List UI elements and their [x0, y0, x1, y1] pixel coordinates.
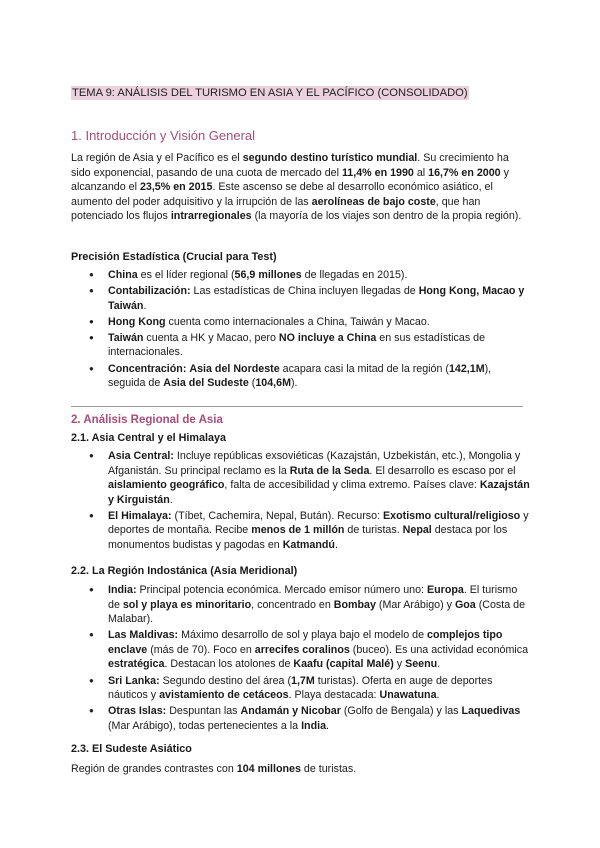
- text-run: de turistas.: [300, 763, 357, 775]
- bold-run: intrarregionales: [170, 210, 252, 223]
- bold-run: aerolíneas de bajo coste: [311, 195, 436, 208]
- text-run: , que han potenciado los flujos: [71, 195, 481, 223]
- text-run: . El desarrollo es escaso por el: [369, 464, 516, 477]
- list-item: [71, 674, 531, 703]
- text-run: al: [413, 166, 429, 179]
- section-2-heading: 2. Análisis Regional de Asia: [71, 414, 223, 426]
- bold-run: Concentración:: [108, 362, 187, 375]
- text-run: cuenta como internacionales a China, Taiwán y Macao.: [165, 315, 430, 328]
- list-item: [71, 284, 531, 313]
- text-run: Región de grandes contrastes con: [71, 763, 237, 775]
- bold-run: Kazajstán y Kirguistán: [108, 479, 530, 506]
- bold-run: Asia Central:: [108, 450, 174, 462]
- bold-run: menos de 1 millón: [251, 524, 345, 537]
- bold-run: 11,4% en 1990: [341, 166, 414, 179]
- text-run: . Su crecimiento ha sido exponencial, pasando de una cuota de mercado del: [71, 152, 509, 179]
- bold-run: 23,5% en 2015: [139, 181, 213, 194]
- intro-paragraph: [71, 151, 531, 224]
- stats-heading: Precisión Estadística (Crucial para Test): [71, 251, 277, 263]
- bold-run: 104,6M: [255, 377, 291, 390]
- text-run: La región de Asia y el Pacífico es el: [71, 152, 243, 164]
- text-run: Incluye repúblicas exsoviéticas (Kazajstán, Uzbekistán, etc.), Mongolia y Afganistán. Su principal reclamo es la: [108, 450, 521, 477]
- bold-run: segundo destino turístico mundial: [242, 152, 418, 164]
- text-run: (Mar Arábigo) y: [375, 598, 455, 611]
- bold-run: Laquedivas: [461, 705, 521, 718]
- bold-run: Hong Kong, Macao y Taiwán: [108, 285, 525, 312]
- text-run: . Destacan los atolones de: [164, 658, 294, 671]
- text-run: . Este ascenso se debe al desarrollo económico asiático, el aumento del poder adquisitivo y la irrupción de las: [71, 181, 493, 208]
- text-run: .: [326, 719, 330, 732]
- text-run: Segundo destino del área (: [159, 674, 292, 687]
- text-run: , concentrado en: [251, 598, 334, 611]
- bold-run: Exotismo cultural/religioso: [383, 509, 521, 522]
- text-run: (: [248, 377, 256, 390]
- text-run: .: [437, 658, 441, 671]
- text-run: ).: [291, 377, 298, 390]
- subsection-2-1-heading: 2.1. Asia Central y el Himalaya: [71, 432, 227, 444]
- bold-run: Hong Kong: [108, 315, 166, 328]
- bold-run: 104 millones: [236, 763, 301, 775]
- text-run: de turistas.: [344, 524, 403, 537]
- text-run: en sus estadísticas de internacionales.: [108, 331, 486, 359]
- text-run: (Costa de Malabar).: [108, 598, 526, 626]
- text-run: . El turismo de: [108, 584, 518, 611]
- bold-run: 16,7% en 2000: [428, 166, 501, 179]
- bold-run: arrecifes coralinos: [254, 643, 350, 656]
- indostanica-list: [71, 583, 531, 735]
- bold-run: India:: [108, 584, 137, 596]
- text-run: .: [169, 493, 173, 506]
- text-run: , falta de accesibilidad y clima extremo. Países clave:: [224, 479, 480, 492]
- bold-run: Asia del Sudeste: [163, 377, 249, 390]
- text-run: cuenta a HK y Macao, pero: [143, 331, 279, 344]
- text-run: (la mayoría de los viajes son dentro de la propia región).: [251, 210, 522, 223]
- bold-run: Europa: [427, 584, 464, 596]
- bold-run: Katmandú: [282, 539, 335, 552]
- bold-run: Las Maldivas:: [108, 629, 179, 642]
- text-run: turistas). Oferta en auge de deportes náuticos y: [108, 674, 493, 702]
- bold-run: Asia del Nordeste: [189, 362, 280, 375]
- bold-run: Bombay: [333, 598, 376, 611]
- stats-list: [71, 268, 531, 392]
- bold-run: sol y playa es minoritario: [122, 598, 252, 611]
- bold-run: Unawatuna: [379, 689, 437, 702]
- list-item: [71, 331, 531, 360]
- text-run: (Tíbet, Cachemira, Nepal, Bután). Recurso:: [171, 509, 384, 522]
- bold-run: Sri Lanka:: [108, 674, 160, 687]
- text-run: (Mar Arábigo), todas pertenecientes a la: [108, 719, 302, 732]
- bold-run: Otras Islas:: [108, 705, 167, 718]
- text-run: es el líder regional (: [137, 269, 235, 281]
- text-run: .: [436, 689, 440, 702]
- bold-run: Ruta de la Seda: [289, 464, 370, 477]
- text-run: Principal potencia económica. Mercado emisor número uno:: [136, 584, 427, 596]
- text-run: acapara casi la mitad de la región (: [279, 362, 449, 375]
- subsection-2-3-heading: 2.3. El Sudeste Asiático: [71, 743, 192, 755]
- document-title: TEMA 9: ANÁLISIS DEL TURISMO EN ASIA Y EL PACÍFICO (CONSOLIDADO): [72, 87, 468, 99]
- list-item: [71, 704, 531, 733]
- text-run: .: [143, 299, 147, 312]
- bold-run: China: [108, 269, 138, 281]
- section-1-heading: 1. Introducción y Visión General: [71, 128, 256, 143]
- bold-run: Seenu: [405, 658, 438, 671]
- bold-run: avistamiento de cetáceos: [159, 689, 289, 702]
- text-run: .: [334, 539, 338, 552]
- list-item: [71, 315, 531, 330]
- bold-run: 142,1M: [448, 362, 485, 375]
- bold-run: Nepal: [402, 524, 432, 537]
- list-item: [71, 449, 531, 507]
- bold-run: complejos tipo enclave: [108, 629, 503, 656]
- bold-run: 1,7M: [291, 674, 315, 687]
- asia-central-list: [71, 449, 531, 554]
- bold-run: El Himalaya:: [108, 509, 172, 522]
- text-run: . Playa destacada:: [288, 689, 380, 702]
- bold-run: 56,9 millones: [234, 269, 302, 281]
- list-item: [71, 509, 531, 553]
- text-run: (más de 70). Foco en: [147, 643, 255, 656]
- list-item: [71, 268, 531, 283]
- text-run: y alcanzando el: [71, 166, 509, 194]
- bold-run: India: [301, 719, 327, 732]
- text-run: ), seguida de: [108, 362, 492, 390]
- bold-run: estratégica: [108, 658, 165, 671]
- bold-run: Contabilización:: [108, 285, 191, 298]
- text-run: Máximo desarrollo de sol y playa bajo el modelo de: [178, 629, 428, 642]
- bold-run: Andamán y Nicobar: [240, 705, 341, 718]
- list-item: [71, 628, 531, 672]
- bold-run: Kaafu (capital Malé): [293, 658, 394, 671]
- subsection-2-2-heading: 2.2. La Región Indostánica (Asia Meridional): [71, 565, 298, 577]
- text-run: y: [393, 658, 406, 671]
- text-run: destaca por los monumentos budistas y pagodas en: [108, 524, 508, 552]
- list-item: [71, 583, 531, 627]
- text-run: (buceo). Es una actividad económica: [349, 643, 529, 656]
- text-run: Despuntan las: [166, 705, 241, 718]
- horizontal-divider: [71, 406, 523, 407]
- text-run: de llegadas en 2015).: [301, 269, 408, 281]
- bold-run: aislamiento geográfico: [108, 479, 225, 492]
- bold-run: NO incluye a China: [278, 331, 377, 344]
- text-run: y deportes de montaña. Recibe: [108, 509, 529, 537]
- sudeste-paragraph: [71, 762, 531, 777]
- text-run: Las estadísticas de China incluyen llegadas de: [190, 285, 419, 298]
- text-run: (Golfo de Bengala) y las: [340, 705, 462, 718]
- bold-run: Taiwán: [108, 331, 144, 344]
- list-item: [71, 362, 531, 391]
- bold-run: Goa: [454, 598, 476, 611]
